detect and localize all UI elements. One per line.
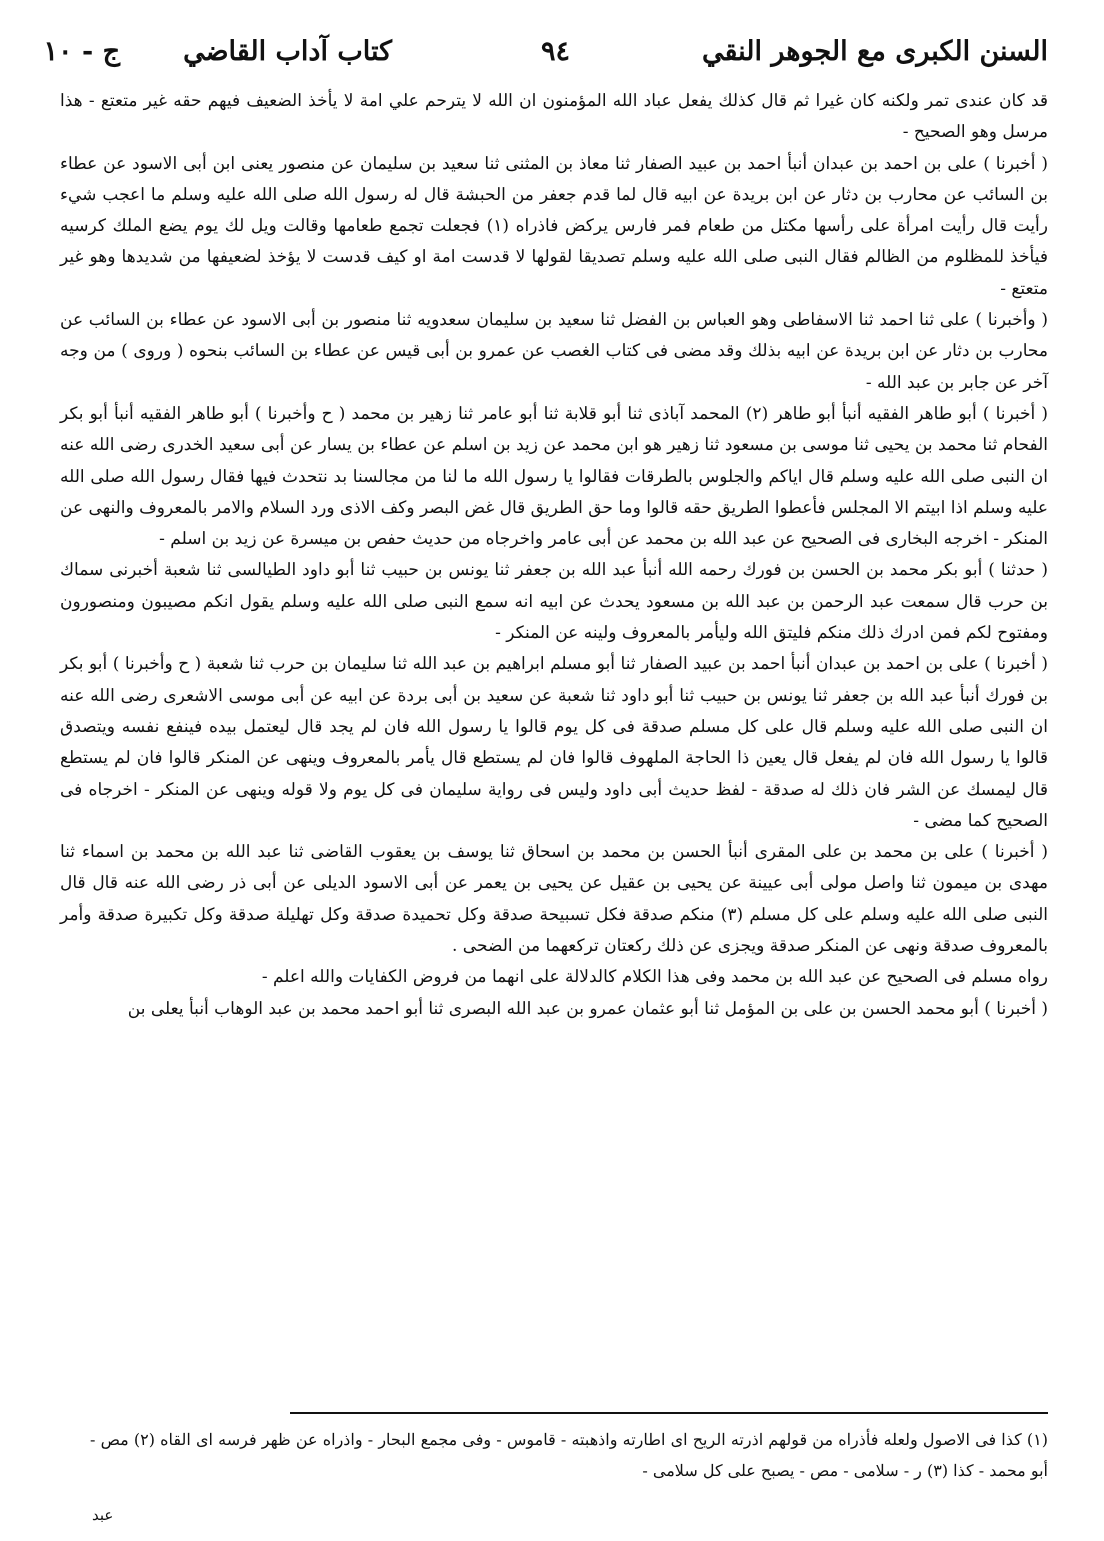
signature-mark: عبد [92,1506,114,1524]
book-title: السنن الكبرى مع الجوهر النقي [701,36,1048,67]
footnote-divider [290,1412,1048,1414]
volume-label: ج - ١٠ [43,36,120,67]
paragraph: ( أخبرنا ) على بن محمد بن على المقرى أنبأ الحسن بن محمد بن اسحاق ثنا يوسف بن يعقوب القاضى ثنا عبد الله بن محمد بن اسماء ثنا مهدى بن ميمون ثنا واصل مولى أبى عيينة عن يحيى بن عقيل عن يحيى بن يعمر عن أبى الاسود الديلى عن أبى ذر رضى الله عنه قال قال النبى صلى الله عليه وسلم على كل مسلم (٣) منكم صدقة فكل تسبيحة صدقة وكل تحميدة صدقة وكل تهليلة صدقة وكل تكبيرة صدقة وأمر بالمعروف صدقة ونهى عن المنكر صدقة ويجزى عن ذلك ركعتان تركعهما من الضحى . [60,842,1048,957]
footnotes [90,1424,1048,1486]
footnote: (١) كذا فى الاصول ولعله فأذراه من قولهم اذرته الريح اى اطارته واذهبته - قاموس - وفى مجمع البحار - واذراه عن ظهر فرسه اى القاه (٢) مص - أبو محمد - كذا (٣) ر - سلامى - مص - يصبح على كل سلامى - [90,1430,1048,1480]
main-text [60,86,1048,1025]
page-number: ٩٤ [540,36,570,67]
section-title: كتاب آداب القاضي [183,36,392,67]
paragraph: ( أخبرنا ) على بن احمد بن عبدان أنبأ احمد بن عبيد الصفار ثنا معاذ بن المثنى ثنا سعيد بن سليمان عن منصور يعنى ابن أبى الاسود عن عطاء بن السائب عن محارب بن دثار عن ابن بريدة عن ابيه قال لما قدم جعفر من الحبشة قال له رسول الله صلى الله عليه وسلم ما اعجب شيء رأيت قال رأيت امرأة على رأسها مكتل من طعام فمر فارس يركض فاذراه (١) فجعلت تجمع طعامها وقالت ويل لك يوم يضع الملك كرسيه فيأخذ للمظلوم من الظالم فقال النبى صلى الله عليه وسلم تصديقا لقولها لا قدست امة او كيف قدست لا يؤخذ لضعيفها من شديدها وهو غير متعتع - [60,153,1048,299]
paragraph: رواه مسلم فى الصحيح عن عبد الله بن محمد وفى هذا الكلام كالدلالة على انهما من فروض الكفايات والله اعلم - [261,967,1048,988]
paragraph: قد كان عندى تمر ولكنه كان غيرا ثم قال كذلك يفعل عباد الله المؤمنون ان الله لا يترحم علي امة لا يأخذ الضعيف فيهم حقه غير متعتع - هذا مرسل وهو الصحيح - [60,91,1048,143]
paragraph: ( حدثنا ) أبو بكر محمد بن الحسن بن فورك رحمه الله أنبأ عبد الله بن جعفر ثنا يونس بن حبيب ثنا أبو داود الطيالسى ثنا شعبة أخبرنى سماك بن حرب قال سمعت عبد الرحمن بن عبد الله بن مسعود يحدث عن ابيه انه سمع النبى صلى الله عليه وسلم يقول انكم مصيبون ومنصورون ومفتوح لكم فمن ادرك ذلك منكم فليتق الله وليأمر بالمعروف ولينه عن المنكر - [60,560,1048,644]
paragraph: ( وأخبرنا ) على ثنا احمد ثنا الاسفاطى وهو العباس بن الفضل ثنا سعيد بن سليمان سعدويه ثنا منصور بن أبى الاسود عن عطاء بن السائب عن محارب بن دثار عن ابن بريدة عن ابيه بذلك وقد مضى فى كتاب الغصب عن عمرو بن أبى قيس عن عطاء بن السائب بنحوه ( وروى ) من وجه آخر عن جابر بن عبد الله - [60,310,1048,393]
paragraph: ( أخبرنا ) على بن احمد بن عبدان أنبأ احمد بن عبيد الصفار ثنا أبو مسلم ابراهيم بن عبد الله ثنا سليمان بن حرب ثنا شعبة ( ح وأخبرنا ) أبو بكر بن فورك أنبأ عبد الله بن جعفر ثنا يونس بن حبيب ثنا أبو داود ثنا شعبة عن سعيد بن أبى بردة عن ابيه عن أبى موسى الاشعرى رضى الله عنه ان النبى صلى الله عليه وسلم قال على كل مسلم صدقة فى كل يوم قالوا يا رسول الله فان لم يجد قال ليعتمل بيده فينفع نفسه ويتصدق قالوا يا رسول الله فان لم يفعل قال يعين ذا الحاجة الملهوف قالوا فان لم يستطع قال يأمر بالمعروف وينهى عن المنكر قالوا فان لم يستطع قال ليمسك عن الشر فان ذلك له صدقة - لفظ حديث أبى داود وليس فى رواية سليمان فى كل يوم ولا قوله وينهى عن المنكر - اخرجاه فى الصحيح كما مضى - [60,654,1048,831]
page-header [43,22,1048,78]
paragraph: ( أخبرنا ) أبو طاهر الفقيه أنبأ أبو طاهر (٢) المحمد آباذى ثنا أبو قلابة ثنا أبو عامر ثنا زهير بن محمد ( ح وأخبرنا ) أبو طاهر الفقيه أنبأ أبو بكر الفحام ثنا محمد بن يحيى ثنا موسى بن مسعود ثنا زهير هو ابن محمد عن زيد بن اسلم عن عطاء بن يسار عن أبى سعيد الخدرى رضى الله عنه ان النبى صلى الله عليه وسلم قال اياكم والجلوس بالطرقات فقالوا يا رسول الله ما لنا من مجالسنا بد نتحدث فيها فقال رسول الله صلى الله عليه وسلم اذا ابيتم الا المجلس فأعطوا الطريق حقه قالوا وما حق الطريق قال غض البصر وكف الاذى ورد السلام والامر بالمعروف والنهى عن المنكر - اخرجه البخارى فى الصحيح عن عبد الله بن محمد عن أبى عامر واخرجاه من حديث حفص بن ميسرة عن زيد بن اسلم - [60,403,1048,550]
paragraph: ( أخبرنا ) أبو محمد الحسن بن على بن المؤمل ثنا أبو عثمان عمرو بن عبد الله البصرى ثنا أبو احمد محمد بن عبد الوهاب أنبأ يعلى بن [127,998,1048,1019]
